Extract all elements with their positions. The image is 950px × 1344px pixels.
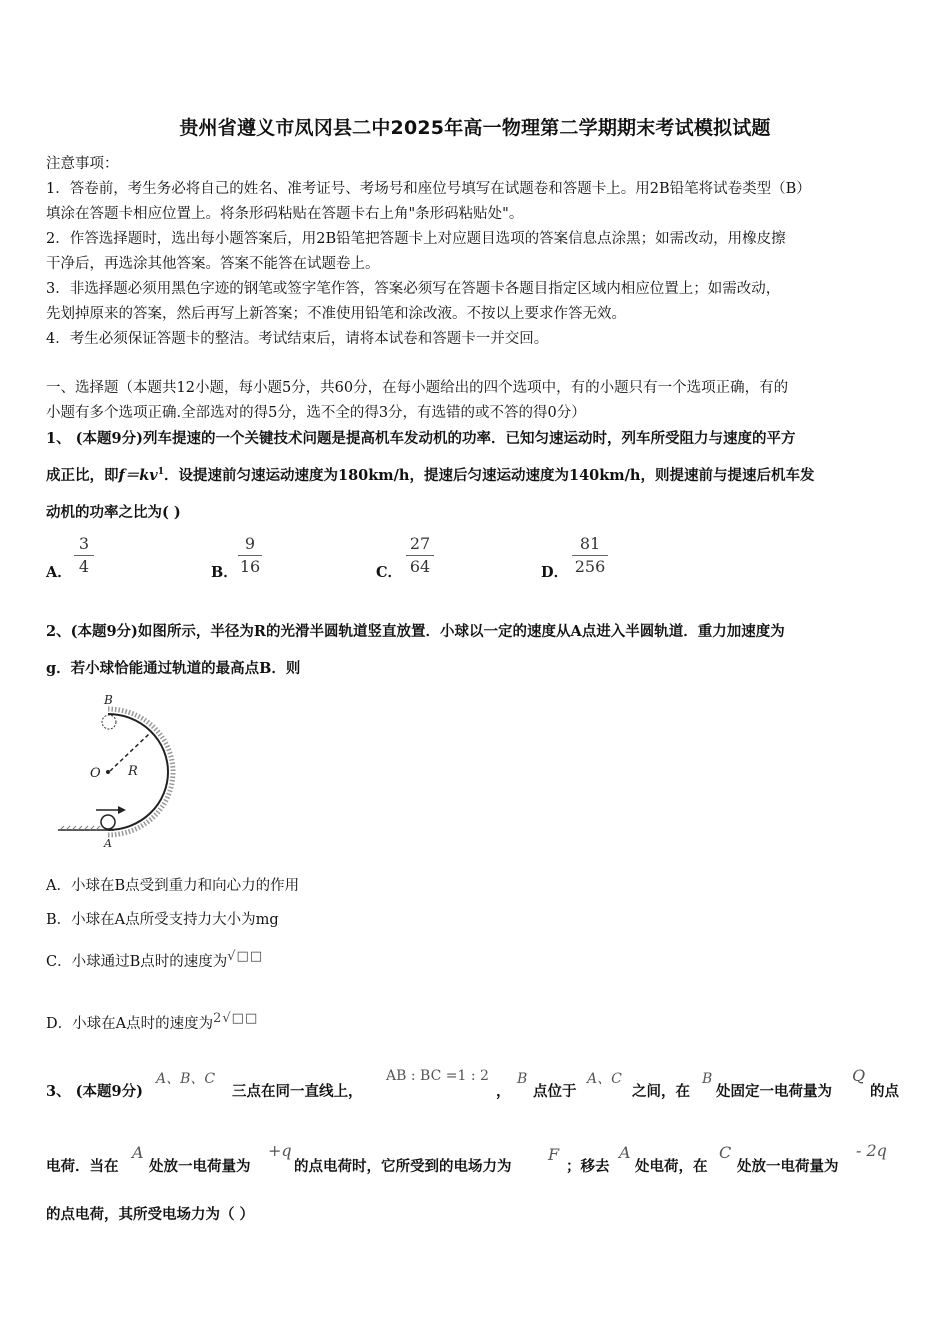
q3-stem-line3: 的点电荷，其所受电场力为（ ） xyxy=(46,1206,255,1223)
q1-option-d[interactable]: D． xyxy=(541,564,569,581)
q3-text: 电荷．当在 xyxy=(46,1158,119,1175)
page-title: 贵州省遵义市凤冈县二中2025年高一物理第二学期期末考试模拟试题 xyxy=(179,117,771,139)
q3-text: 处放一电荷量为 xyxy=(737,1158,839,1175)
notice-line: 2．作答选择题时，选出每小题答案后，用2B铅笔把答题卡上对应题目选项的答案信息点涂黑；如需改动，用橡皮擦 xyxy=(46,231,786,247)
q3-ratio: AB : BC =1 : 2 xyxy=(386,1068,489,1084)
q3-point-c: C xyxy=(719,1143,732,1162)
q3-charge-plus-q: +q xyxy=(268,1141,292,1160)
label-r: R xyxy=(128,764,138,779)
q3-text: 的点 xyxy=(870,1083,899,1100)
section-header: 小题有多个选项正确.全部选对的得5分，选不全的得3分，有选错的或不答的得0分） xyxy=(46,405,586,421)
q3-text: 之间，在 xyxy=(632,1083,690,1100)
q3-text: 三点在同一直线上， xyxy=(232,1083,363,1100)
notice-line: 1．答卷前，考生务必将自己的姓名、准考证号、考场号和座位号填写在试题卷和答题卡上。用2B铅笔将试卷类型（B） xyxy=(46,181,811,197)
q2-stem-line1: 2、(本题9分)如图所示，半径为R的光滑半圆轨道竖直放置．小球以一定的速度从A点进入半圆轨道．重力加速度为 xyxy=(46,623,785,640)
q3-charge-q: Q xyxy=(852,1066,866,1085)
q1-option-d-fraction: 81 256 xyxy=(572,534,608,577)
q1-option-c[interactable]: C． xyxy=(376,564,403,581)
q2-option-a[interactable]: A．小球在B点受到重力和向心力的作用 xyxy=(46,878,300,894)
q1-option-c-fraction: 27 64 xyxy=(406,534,434,577)
q2-option-c-formula: √□□ xyxy=(227,949,264,964)
semicircle-track-diagram xyxy=(54,690,184,850)
q3-force-f: F xyxy=(548,1145,560,1164)
q1-stem-line2: 成正比，即$f=kv^1$．设提速前匀速运动速度为180km/h，提速后匀速运动速度为140km/h，则提速前与提速后机车发 xyxy=(46,467,815,484)
q3-text: ， xyxy=(496,1083,511,1100)
notice-heading: 注意事项： xyxy=(46,156,119,172)
q3-points: A、B、C xyxy=(156,1071,216,1087)
q2-option-d[interactable]: D．小球在A点时的速度为$^{2√□□}$ xyxy=(46,1011,259,1032)
q3-text: 的点电荷时，它所受到的电场力为 xyxy=(294,1158,512,1175)
notice-line: 填涂在答题卡相应位置上。将条形码粘贴在答题卡右上角"条形码粘贴处"。 xyxy=(46,206,524,222)
q3-text: ；移去 xyxy=(566,1158,610,1175)
label-a: A xyxy=(104,837,112,850)
q1-option-a-fraction: 3 4 xyxy=(74,534,94,577)
q3-point-a2: A xyxy=(619,1143,631,1162)
q3-point-b2: B xyxy=(702,1071,713,1087)
q1-option-b[interactable]: B． xyxy=(211,564,238,581)
q3-text: 点位于 xyxy=(533,1083,577,1100)
q3-point-b: B xyxy=(517,1071,528,1087)
q2-option-b[interactable]: B．小球在A点所受支持力大小为mg xyxy=(46,912,279,928)
label-b: B xyxy=(104,693,113,707)
q1-option-b-fraction: 9 16 xyxy=(239,534,261,576)
notice-line: 4．考生必须保证答题卡的整洁。考试结束后，请将本试卷和答题卡一并交回。 xyxy=(46,331,549,347)
notice-line: 3．非选择题必须用黑色字迹的钢笔或签字笔作答，答案必须写在答题卡各题目指定区域内相应位置上；如需改动， xyxy=(46,281,781,297)
q1-stem-line3: 动机的功率之比为( ) xyxy=(46,504,181,521)
label-o: O xyxy=(90,766,101,781)
q3-charge-minus-2q: - 2q xyxy=(856,1141,887,1160)
q3-prefix: 3、 (本题9分) xyxy=(46,1083,143,1100)
q3-text: 处固定一电荷量为 xyxy=(716,1083,832,1100)
q3-text: 处电荷，在 xyxy=(635,1158,708,1175)
notice-line: 干净后，再选涂其他答案。答案不能答在试题卷上。 xyxy=(46,256,380,272)
q1-stem-line1: 1、 (本题9分)列车提速的一个关键技术问题是提高机车发动机的功率．已知匀速运动时，列车所受阻力与速度的平方 xyxy=(46,430,796,447)
q1-option-a[interactable]: A． xyxy=(46,564,72,581)
q2-stem-line2: g．若小球恰能通过轨道的最高点B．则 xyxy=(46,660,301,677)
section-header: 一、选择题（本题共12小题，每小题5分，共60分，在每小题给出的四个选项中，有的小题只有一个选项正确，有的 xyxy=(46,380,789,396)
q3-text: 处放一电荷量为 xyxy=(149,1158,251,1175)
q3-point-a: A xyxy=(132,1143,144,1162)
q2-option-c[interactable]: C．小球通过B点时的速度为√□□ xyxy=(46,949,264,970)
q2-option-d-formula: 2√□□ xyxy=(213,1011,259,1026)
q3-points-ac: A、C xyxy=(587,1071,622,1087)
notice-line: 先划掉原来的答案，然后再写上新答案；不准使用铅笔和涂改液。不按以上要求作答无效。 xyxy=(46,306,626,322)
